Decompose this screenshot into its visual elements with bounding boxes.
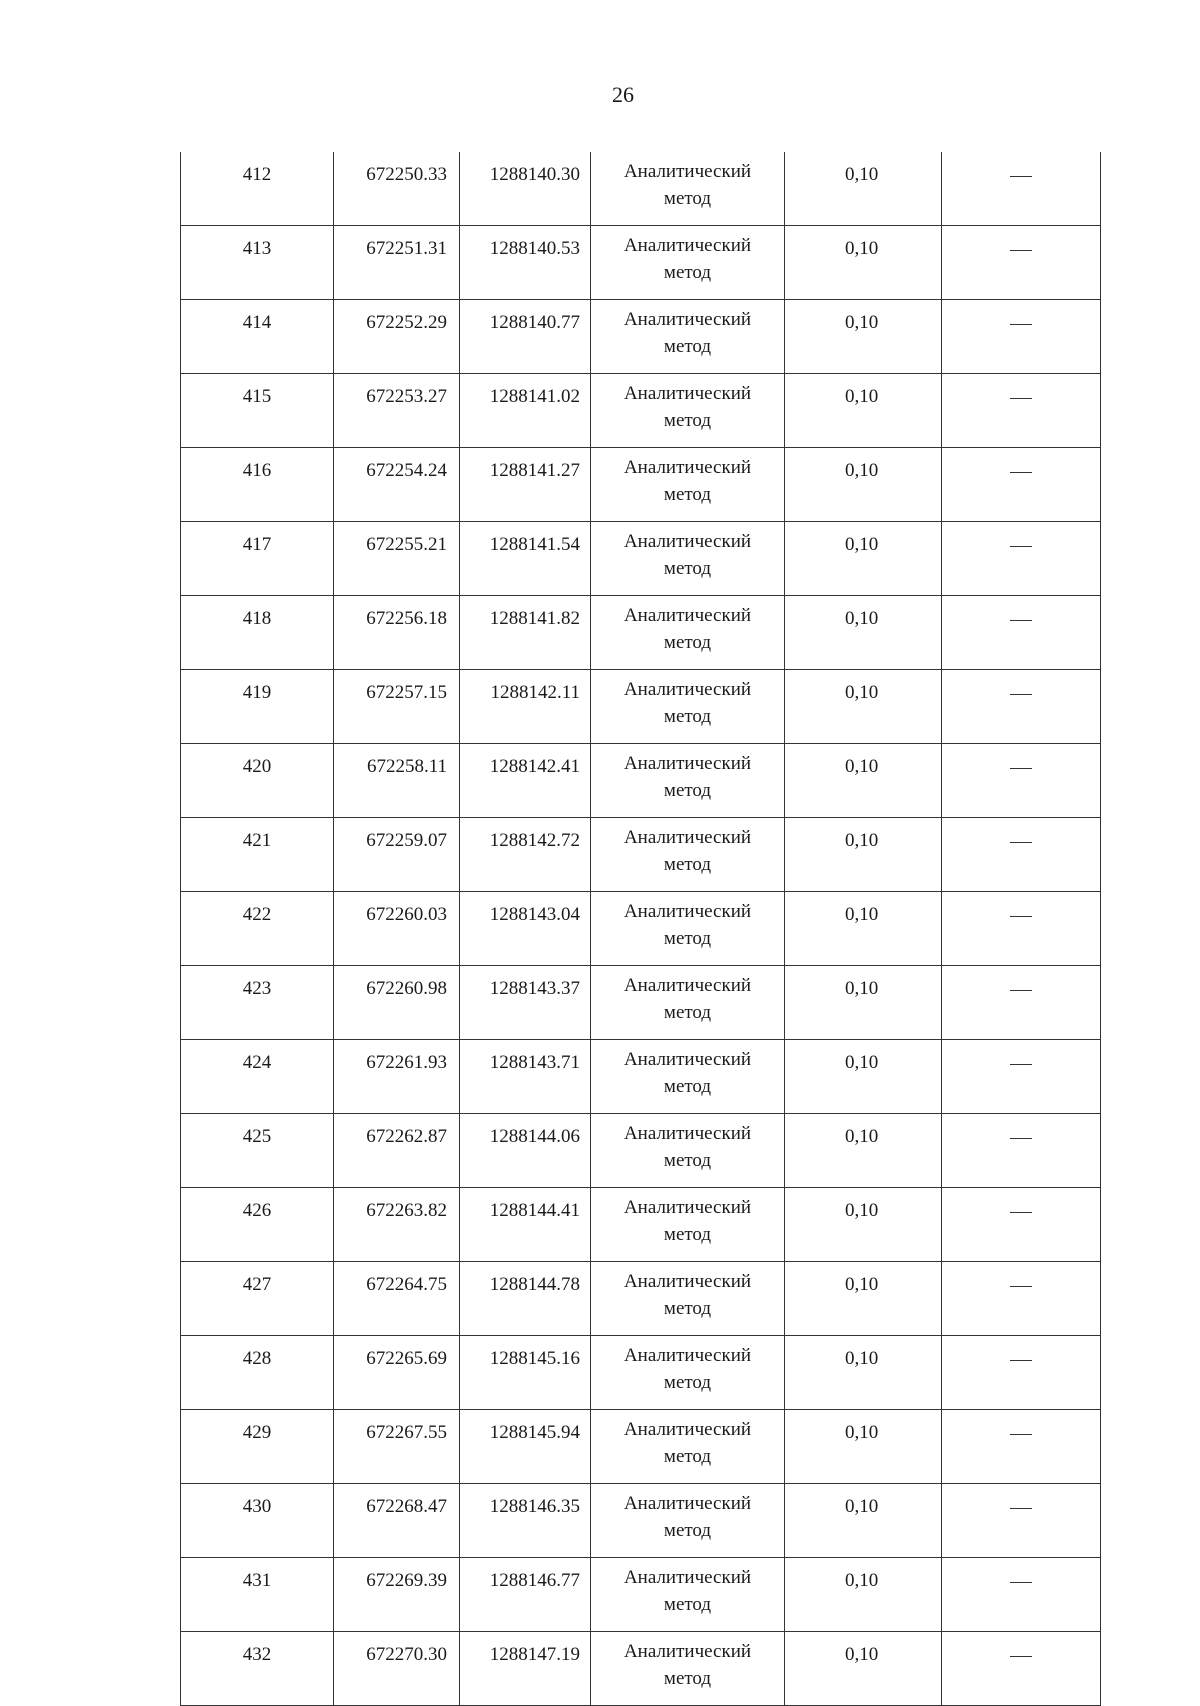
dash-mark xyxy=(1010,546,1032,548)
y-coordinate-cell: 1288141.82 xyxy=(460,596,591,670)
point-number-cell: 413 xyxy=(181,226,334,300)
method-cell xyxy=(591,1188,785,1262)
method-line-1: Аналитический xyxy=(623,1419,752,1440)
table-row xyxy=(181,670,1101,744)
note-cell xyxy=(942,670,1101,744)
note-cell xyxy=(942,300,1101,374)
dash-mark xyxy=(1010,1360,1032,1362)
method-line-2: метод xyxy=(663,928,712,949)
dash-mark xyxy=(1010,1286,1032,1288)
method-cell xyxy=(591,226,785,300)
dash-mark xyxy=(1010,916,1032,918)
note-cell xyxy=(942,892,1101,966)
method-line-1: Аналитический xyxy=(623,1197,752,1218)
x-coordinate-cell: 672268.47 xyxy=(334,1484,460,1558)
method-line-1: Аналитический xyxy=(623,1271,752,1292)
method-line-1: Аналитический xyxy=(623,1345,752,1366)
dash-mark xyxy=(1010,990,1032,992)
method-line-1: Аналитический xyxy=(623,679,752,700)
y-coordinate-cell: 1288143.71 xyxy=(460,1040,591,1114)
table-row xyxy=(181,1040,1101,1114)
method-line-2: метод xyxy=(663,484,712,505)
y-coordinate-cell: 1288142.41 xyxy=(460,744,591,818)
y-coordinate-cell: 1288140.77 xyxy=(460,300,591,374)
method-line-2: метод xyxy=(663,632,712,653)
y-coordinate-cell: 1288141.02 xyxy=(460,374,591,448)
method-cell xyxy=(591,1262,785,1336)
note-cell xyxy=(942,1114,1101,1188)
point-number-cell: 424 xyxy=(181,1040,334,1114)
dash-mark xyxy=(1010,176,1032,178)
method-cell xyxy=(591,966,785,1040)
point-number-cell: 419 xyxy=(181,670,334,744)
method-line-2: метод xyxy=(663,706,712,727)
method-cell xyxy=(591,670,785,744)
point-number-cell: 430 xyxy=(181,1484,334,1558)
accuracy-cell: 0,10 xyxy=(785,1114,942,1188)
dash-mark xyxy=(1010,472,1032,474)
method-cell xyxy=(591,152,785,226)
accuracy-cell: 0,10 xyxy=(785,226,942,300)
method-line-2: метод xyxy=(663,780,712,801)
method-line-1: Аналитический xyxy=(623,383,752,404)
point-number-cell: 423 xyxy=(181,966,334,1040)
note-cell xyxy=(942,1558,1101,1632)
x-coordinate-cell: 672264.75 xyxy=(334,1262,460,1336)
method-cell xyxy=(591,744,785,818)
point-number-cell: 418 xyxy=(181,596,334,670)
point-number-cell: 412 xyxy=(181,152,334,226)
point-number-cell: 431 xyxy=(181,1558,334,1632)
method-cell xyxy=(591,596,785,670)
accuracy-cell: 0,10 xyxy=(785,1040,942,1114)
method-line-2: метод xyxy=(663,262,712,283)
y-coordinate-cell: 1288146.77 xyxy=(460,1558,591,1632)
dash-mark xyxy=(1010,842,1032,844)
method-cell xyxy=(591,300,785,374)
note-cell xyxy=(942,152,1101,226)
note-cell xyxy=(942,1336,1101,1410)
method-line-2: метод xyxy=(663,336,712,357)
point-number-cell: 414 xyxy=(181,300,334,374)
point-number-cell: 417 xyxy=(181,522,334,596)
x-coordinate-cell: 672251.31 xyxy=(334,226,460,300)
note-cell xyxy=(942,966,1101,1040)
x-coordinate-cell: 672259.07 xyxy=(334,818,460,892)
y-coordinate-cell: 1288140.53 xyxy=(460,226,591,300)
dash-mark xyxy=(1010,1064,1032,1066)
x-coordinate-cell: 672258.11 xyxy=(334,744,460,818)
y-coordinate-cell: 1288145.94 xyxy=(460,1410,591,1484)
dash-mark xyxy=(1010,1656,1032,1658)
point-number-cell: 428 xyxy=(181,1336,334,1410)
table-row xyxy=(181,152,1101,226)
y-coordinate-cell: 1288141.27 xyxy=(460,448,591,522)
table-row xyxy=(181,1484,1101,1558)
dash-mark xyxy=(1010,768,1032,770)
x-coordinate-cell: 672267.55 xyxy=(334,1410,460,1484)
note-cell xyxy=(942,1484,1101,1558)
accuracy-cell: 0,10 xyxy=(785,1336,942,1410)
method-line-2: метод xyxy=(663,1446,712,1467)
point-number-cell: 425 xyxy=(181,1114,334,1188)
y-coordinate-cell: 1288143.37 xyxy=(460,966,591,1040)
y-coordinate-cell: 1288143.04 xyxy=(460,892,591,966)
dash-mark xyxy=(1010,1434,1032,1436)
method-cell xyxy=(591,1336,785,1410)
accuracy-cell: 0,10 xyxy=(785,374,942,448)
method-line-2: метод xyxy=(663,1298,712,1319)
dash-mark xyxy=(1010,1138,1032,1140)
method-cell xyxy=(591,1632,785,1706)
accuracy-cell: 0,10 xyxy=(785,744,942,818)
method-cell xyxy=(591,448,785,522)
accuracy-cell: 0,10 xyxy=(785,1484,942,1558)
point-number-cell: 427 xyxy=(181,1262,334,1336)
y-coordinate-cell: 1288144.78 xyxy=(460,1262,591,1336)
method-line-1: Аналитический xyxy=(623,531,752,552)
point-number-cell: 416 xyxy=(181,448,334,522)
table-row xyxy=(181,892,1101,966)
table-row xyxy=(181,966,1101,1040)
accuracy-cell: 0,10 xyxy=(785,522,942,596)
method-line-2: метод xyxy=(663,1594,712,1615)
method-line-1: Аналитический xyxy=(623,827,752,848)
method-line-1: Аналитический xyxy=(623,605,752,626)
method-line-2: метод xyxy=(663,1076,712,1097)
x-coordinate-cell: 672261.93 xyxy=(334,1040,460,1114)
method-cell xyxy=(591,818,785,892)
note-cell xyxy=(942,1410,1101,1484)
note-cell xyxy=(942,1632,1101,1706)
method-cell xyxy=(591,1040,785,1114)
method-line-2: метод xyxy=(663,1002,712,1023)
method-line-1: Аналитический xyxy=(623,309,752,330)
dash-mark xyxy=(1010,1582,1032,1584)
x-coordinate-cell: 672257.15 xyxy=(334,670,460,744)
y-coordinate-cell: 1288142.72 xyxy=(460,818,591,892)
x-coordinate-cell: 672265.69 xyxy=(334,1336,460,1410)
method-line-2: метод xyxy=(663,854,712,875)
x-coordinate-cell: 672262.87 xyxy=(334,1114,460,1188)
method-line-2: метод xyxy=(663,1520,712,1541)
method-line-1: Аналитический xyxy=(623,975,752,996)
x-coordinate-cell: 672252.29 xyxy=(334,300,460,374)
method-cell xyxy=(591,1558,785,1632)
method-line-1: Аналитический xyxy=(623,457,752,478)
table-row xyxy=(181,1410,1101,1484)
y-coordinate-cell: 1288144.06 xyxy=(460,1114,591,1188)
method-line-2: метод xyxy=(663,1150,712,1171)
method-line-2: метод xyxy=(663,1224,712,1245)
dash-mark xyxy=(1010,324,1032,326)
x-coordinate-cell: 672253.27 xyxy=(334,374,460,448)
method-line-1: Аналитический xyxy=(623,1049,752,1070)
method-cell xyxy=(591,892,785,966)
method-line-1: Аналитический xyxy=(623,1641,752,1662)
accuracy-cell: 0,10 xyxy=(785,966,942,1040)
y-coordinate-cell: 1288142.11 xyxy=(460,670,591,744)
accuracy-cell: 0,10 xyxy=(785,1632,942,1706)
method-cell xyxy=(591,522,785,596)
method-cell xyxy=(591,1114,785,1188)
y-coordinate-cell: 1288145.16 xyxy=(460,1336,591,1410)
x-coordinate-cell: 672254.24 xyxy=(334,448,460,522)
accuracy-cell: 0,10 xyxy=(785,1188,942,1262)
note-cell xyxy=(942,448,1101,522)
page-number: 26 xyxy=(612,82,634,107)
method-line-1: Аналитический xyxy=(623,1123,752,1144)
method-line-1: Аналитический xyxy=(623,753,752,774)
point-number-cell: 420 xyxy=(181,744,334,818)
method-line-2: метод xyxy=(663,188,712,209)
method-line-2: метод xyxy=(663,410,712,431)
x-coordinate-cell: 672260.98 xyxy=(334,966,460,1040)
x-coordinate-cell: 672255.21 xyxy=(334,522,460,596)
dash-mark xyxy=(1010,398,1032,400)
accuracy-cell: 0,10 xyxy=(785,1410,942,1484)
table-row xyxy=(181,522,1101,596)
note-cell xyxy=(942,1040,1101,1114)
method-line-1: Аналитический xyxy=(623,1493,752,1514)
point-number-cell: 415 xyxy=(181,374,334,448)
accuracy-cell: 0,10 xyxy=(785,1262,942,1336)
accuracy-cell: 0,10 xyxy=(785,152,942,226)
dash-mark xyxy=(1010,1508,1032,1510)
method-line-1: Аналитический xyxy=(623,161,752,182)
point-number-cell: 426 xyxy=(181,1188,334,1262)
method-line-1: Аналитический xyxy=(623,1567,752,1588)
x-coordinate-cell: 672263.82 xyxy=(334,1188,460,1262)
point-number-cell: 429 xyxy=(181,1410,334,1484)
dash-mark xyxy=(1010,620,1032,622)
x-coordinate-cell: 672250.33 xyxy=(334,152,460,226)
table-row xyxy=(181,300,1101,374)
point-number-cell: 421 xyxy=(181,818,334,892)
table-row xyxy=(181,1188,1101,1262)
note-cell xyxy=(942,818,1101,892)
dash-mark xyxy=(1010,1212,1032,1214)
accuracy-cell: 0,10 xyxy=(785,300,942,374)
note-cell xyxy=(942,226,1101,300)
y-coordinate-cell: 1288141.54 xyxy=(460,522,591,596)
accuracy-cell: 0,10 xyxy=(785,670,942,744)
x-coordinate-cell: 672270.30 xyxy=(334,1632,460,1706)
y-coordinate-cell: 1288140.30 xyxy=(460,152,591,226)
method-cell xyxy=(591,374,785,448)
note-cell xyxy=(942,522,1101,596)
note-cell xyxy=(942,1262,1101,1336)
accuracy-cell: 0,10 xyxy=(785,596,942,670)
table-row xyxy=(181,1114,1101,1188)
table-row xyxy=(181,226,1101,300)
table-row xyxy=(181,374,1101,448)
table-row xyxy=(181,1336,1101,1410)
note-cell xyxy=(942,1188,1101,1262)
y-coordinate-cell: 1288144.41 xyxy=(460,1188,591,1262)
x-coordinate-cell: 672256.18 xyxy=(334,596,460,670)
method-line-2: метод xyxy=(663,1668,712,1689)
dash-mark xyxy=(1010,250,1032,252)
note-cell xyxy=(942,744,1101,818)
table-row xyxy=(181,1558,1101,1632)
method-line-1: Аналитический xyxy=(623,235,752,256)
accuracy-cell: 0,10 xyxy=(785,1558,942,1632)
table-row xyxy=(181,596,1101,670)
point-number-cell: 422 xyxy=(181,892,334,966)
table-row xyxy=(181,1632,1101,1706)
x-coordinate-cell: 672260.03 xyxy=(334,892,460,966)
table-row xyxy=(181,744,1101,818)
dash-mark xyxy=(1010,694,1032,696)
method-line-1: Аналитический xyxy=(623,901,752,922)
y-coordinate-cell: 1288146.35 xyxy=(460,1484,591,1558)
y-coordinate-cell: 1288147.19 xyxy=(460,1632,591,1706)
accuracy-cell: 0,10 xyxy=(785,448,942,522)
method-line-2: метод xyxy=(663,1372,712,1393)
method-line-2: метод xyxy=(663,558,712,579)
note-cell xyxy=(942,596,1101,670)
accuracy-cell: 0,10 xyxy=(785,892,942,966)
table-row xyxy=(181,448,1101,522)
coordinates-table xyxy=(180,152,1101,1706)
point-number-cell: 432 xyxy=(181,1632,334,1706)
method-cell xyxy=(591,1484,785,1558)
method-cell xyxy=(591,1410,785,1484)
coordinates-table-body xyxy=(181,152,1101,1706)
note-cell xyxy=(942,374,1101,448)
x-coordinate-cell: 672269.39 xyxy=(334,1558,460,1632)
table-row xyxy=(181,1262,1101,1336)
table-row xyxy=(181,818,1101,892)
accuracy-cell: 0,10 xyxy=(785,818,942,892)
